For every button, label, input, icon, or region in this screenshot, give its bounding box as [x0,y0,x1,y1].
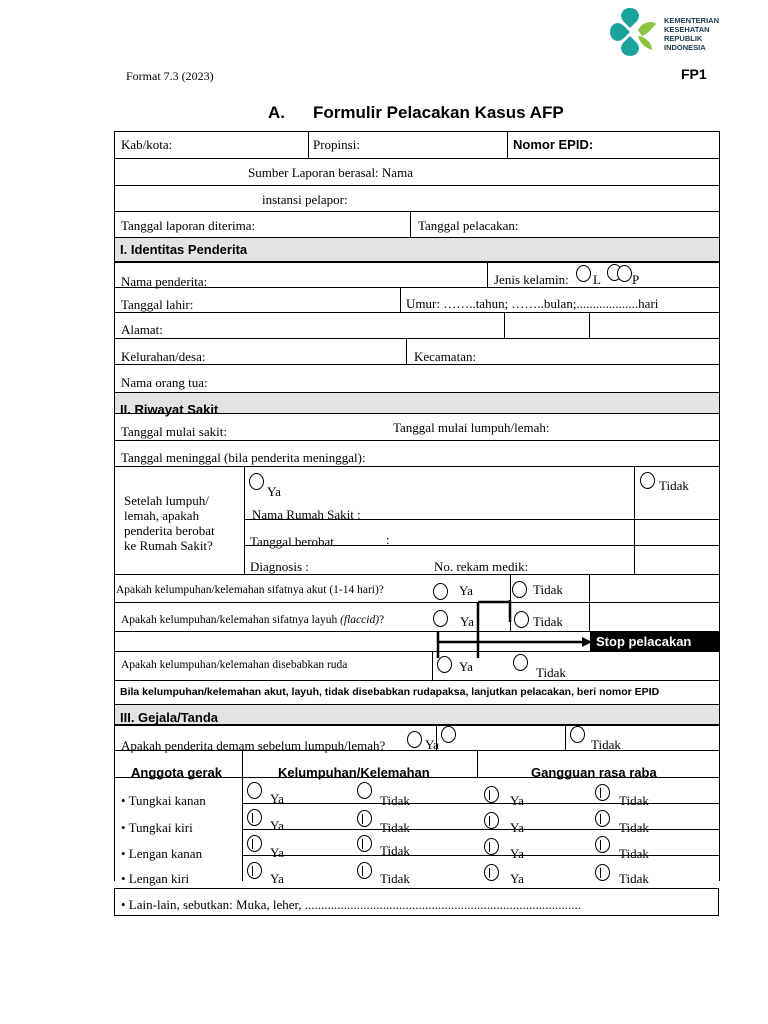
ruda-ya-radio[interactable] [437,656,452,673]
sumber-label: Sumber Laporan berasal: Nama [248,165,413,180]
gender-p-radio-b[interactable] [617,265,632,282]
nama-penderita-label: Nama penderita: [121,274,208,289]
demam-ya-radio-2[interactable] [441,726,456,743]
title-letter: A. [268,103,285,122]
col-anggota-gerak: Anggota gerak [131,765,223,780]
layuh-q-flaccid: (flaccid) [340,614,380,626]
limb-label: • Lengan kiri [121,871,190,886]
limb-kel-tidak-radio[interactable] [357,810,372,827]
gender-p-label: P [632,272,640,287]
limb-kel-tidak-label: Tidak [380,871,410,886]
berobat-q-line-3: penderita berobat [124,523,215,538]
diagnosis-label: Diagnosis : [250,559,309,574]
jenis-kelamin-label: Jenis kelamin: [494,272,569,287]
gender-l-label: L [593,272,601,287]
col-kelumpuhan: Kelumpuhan/Kelemahan [278,765,430,780]
layuh-q-end: ? [379,614,385,626]
logo-line-4: INDONESIA [664,43,706,52]
limb-raba-ya-radio[interactable] [484,864,499,881]
limb-raba-tidak-label: Tidak [619,871,649,886]
berobat-q-line-1: Setelah lumpuh/ [124,493,209,508]
limb-label: • Tungkai kanan [121,793,206,808]
section1-title: I. Identitas Penderita [120,242,248,257]
limb-raba-tidak-radio[interactable] [595,810,610,827]
demam-ya-label: Ya [425,737,439,752]
limb-raba-tidak-radio[interactable] [595,836,610,853]
col-gangguan-raba: Gangguan rasa raba [531,765,657,780]
ministry-logo-icon [608,6,660,62]
layuh-tidak-label: Tidak [533,614,563,629]
akut-ya-label: Ya [459,583,473,598]
limb-raba-tidak-label: Tidak [619,793,649,808]
kecamatan-label: Kecamatan: [414,349,477,364]
mulai-lumpuh-label: Tanggal mulai lumpuh/lemah: [393,420,550,435]
layuh-question [121,614,384,626]
limb-kel-tidak-radio[interactable] [357,835,372,852]
kabkota-label: Kab/kota: [121,137,173,152]
limb-raba-ya-label: Ya [510,846,524,861]
alamat-label: Alamat: [121,322,163,337]
demam-question: Apakah penderita demam sebelum lumpuh/lemah? [121,738,386,753]
mulai-sakit-label: Tanggal mulai sakit: [121,424,227,439]
akut-tidak-label: Tidak [533,582,563,597]
orang-tua-label: Nama orang tua: [121,375,208,390]
limb-kel-ya-radio[interactable] [247,809,262,826]
ruda-ya-label: Ya [459,659,473,674]
stop-pelacakan: Stop pelacakan [590,631,719,651]
limb-kel-ya-label: Ya [270,791,284,806]
layuh-ya-label: Ya [460,614,474,629]
gender-l-radio[interactable] [576,265,591,282]
berobat-tidak-label: Tidak [659,478,689,493]
tgl-berobat-label: Tanggal berobat [250,534,334,549]
limb-kel-ya-radio[interactable] [247,835,262,852]
ruda-tidak-radio[interactable] [513,654,528,671]
epid-label: Nomor EPID: [513,137,594,152]
limb-raba-ya-radio[interactable] [484,786,499,803]
limb-kel-ya-label: Ya [270,871,284,886]
akut-question: Apakah kelumpuhan/kelemahan sifatnya akut (1-14 hari)? [116,584,384,596]
layuh-q-text: Apakah kelumpuhan/kelemahan sifatnya layuh [121,614,341,626]
propinsi-label: Propinsi: [313,137,360,152]
limb-raba-ya-radio[interactable] [484,838,499,855]
demam-tidak-radio[interactable] [570,726,585,743]
limb-raba-tidak-label: Tidak [619,846,649,861]
berobat-ya-label: Ya [267,484,281,499]
limb-kel-ya-radio[interactable] [247,782,262,799]
format-label: Format 7.3 (2023) [126,69,214,83]
limb-kel-tidak-radio[interactable] [357,862,372,879]
page-title: Formulir Pelacakan Kasus AFP [313,103,564,122]
limb-raba-tidak-radio[interactable] [595,784,610,801]
demam-ya-radio[interactable] [407,731,422,748]
limb-raba-tidak-label: Tidak [619,820,649,835]
berobat-q-line-2: lemah, apakah [124,508,200,523]
tgl-pelacakan-label: Tanggal pelacakan: [418,218,519,233]
flow-arrow [430,598,600,660]
section2-title: II. Riwayat Sakit [120,402,219,417]
tgl-berobat-colon: : [386,532,390,547]
umur-label: Umur: ……..tahun; ……..bulan;...................hari [406,296,659,311]
limb-label: • Lengan kanan [121,846,203,861]
berobat-q-line-4: ke Rumah Sakit? [124,538,213,553]
limb-kel-ya-radio[interactable] [247,862,262,879]
limb-raba-tidak-radio[interactable] [595,864,610,881]
limb-raba-ya-label: Ya [510,820,524,835]
limb-kel-ya-label: Ya [270,818,284,833]
kelurahan-label: Kelurahan/desa: [121,349,206,364]
berobat-ya-radio[interactable] [249,473,264,490]
limb-raba-ya-label: Ya [510,793,524,808]
demam-tidak-label: Tidak [591,737,621,752]
epid-note: Bila kelumpuhan/kelemahan akut, layuh, tidak disebabkan rudapaksa, lanjutkan pelacakan, beri nomor EPID [120,686,660,698]
rumah-sakit-label: Nama Rumah Sakit : [252,507,361,522]
logo-line-3: REPUBLIK [664,34,703,43]
logo-line-1: KEMENTERIAN [664,16,720,25]
limb-label: • Tungkai kiri [121,820,193,835]
ruda-tidak-label: Tidak [536,665,566,680]
limb-kel-ya-label: Ya [270,845,284,860]
logo-line-2: KESEHATAN [664,25,710,34]
tgl-lahir-label: Tanggal lahir: [121,297,194,312]
meninggal-label: Tanggal meninggal (bila penderita meninggal): [121,450,366,465]
section3-title: III. Gejala/Tanda [120,710,219,725]
limb-kel-tidak-label: Tidak [380,843,410,858]
lain-lain-label: • Lain-lain, sebutkan: Muka, leher, ..................................................................................... [121,897,582,912]
limb-kel-tidak-label: Tidak [380,820,410,835]
limb-raba-ya-label: Ya [510,871,524,886]
akut-tidak-radio[interactable] [512,581,527,598]
berobat-tidak-radio[interactable] [640,472,655,489]
ministry-logo [608,6,728,62]
instansi-label: instansi pelapor: [262,192,348,207]
tgl-laporan-label: Tanggal laporan diterima: [121,218,256,233]
limb-raba-ya-radio[interactable] [484,812,499,829]
limb-kel-tidak-label: Tidak [380,793,410,808]
limb-kel-tidak-radio[interactable] [357,782,372,799]
form-code: FP1 [681,66,707,82]
ruda-question: Apakah kelumpuhan/kelemahan disebabkan ruda [121,659,348,671]
rekam-medik-label: No. rekam medik: [434,559,529,574]
berobat-question [124,493,215,553]
